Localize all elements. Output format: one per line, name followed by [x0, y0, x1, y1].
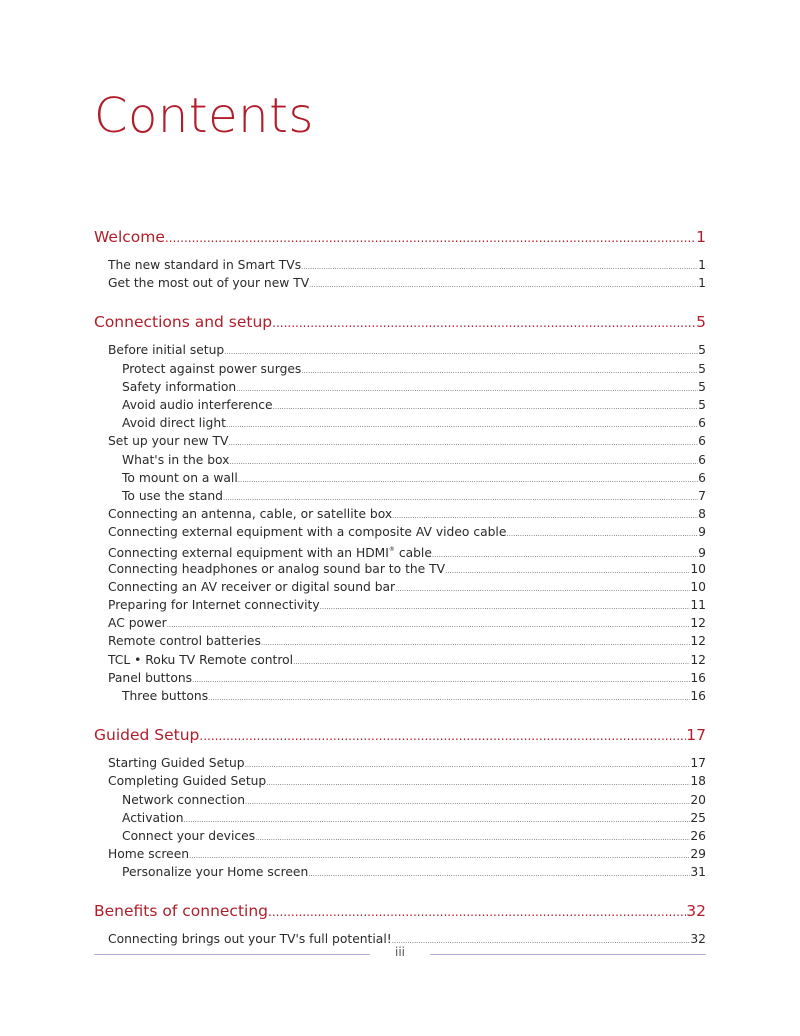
dot-leader	[268, 899, 686, 925]
toc-entry-label: AC power	[108, 616, 167, 631]
toc-entry-label: Personalize your Home screen	[122, 865, 309, 880]
toc-entry[interactable]	[94, 378, 706, 396]
toc-entry[interactable]	[94, 596, 706, 614]
toc-entry-label: What's in the box	[122, 452, 230, 467]
dot-leader	[238, 471, 698, 489]
dot-leader	[165, 225, 696, 251]
toc-entry-label: Avoid audio interference	[122, 397, 273, 412]
toc-entry[interactable]	[94, 845, 706, 863]
toc-section-page: 5	[696, 313, 706, 332]
dot-leader	[273, 398, 699, 416]
dot-leader	[245, 756, 691, 774]
toc-entry-page: 20	[690, 792, 706, 807]
toc-entry-label: Home screen	[108, 847, 190, 862]
toc-section-title: Welcome	[94, 228, 165, 246]
toc-section-heading[interactable]	[94, 309, 706, 335]
dot-leader	[445, 562, 690, 580]
toc-entry-page: 9	[698, 525, 706, 540]
page-footer	[94, 945, 706, 965]
toc-entry-page: 1	[698, 258, 706, 272]
toc-entry-label: Connecting an antenna, cable, or satellite box	[108, 507, 393, 522]
toc-entry[interactable]	[94, 754, 706, 772]
dot-leader	[184, 811, 691, 829]
toc-entry[interactable]	[94, 451, 706, 469]
toc-entry-label: Safety information	[122, 379, 237, 394]
toc-entry-page: 7	[698, 488, 706, 503]
toc-entry[interactable]	[94, 632, 706, 650]
toc-section-title: Benefits of connecting	[94, 902, 268, 921]
toc-entry-label: Remote control batteries	[108, 634, 261, 649]
toc-entry-label: Connecting external equipment with an HDMI® cable	[108, 546, 432, 561]
toc-entry-page: 29	[690, 847, 706, 862]
toc-entry[interactable]	[94, 274, 706, 292]
dot-leader	[308, 865, 690, 883]
dot-leader	[228, 434, 698, 452]
toc-entry-label: Connecting brings out your TV's full potential!	[108, 932, 392, 947]
toc-entry-label: To mount on a wall	[122, 470, 238, 485]
dot-leader	[255, 829, 690, 847]
toc-entry[interactable]	[94, 614, 706, 632]
toc-entry-page: 17	[690, 756, 706, 771]
toc-entry[interactable]	[94, 414, 706, 432]
toc-entry-label: Network connection	[122, 792, 246, 807]
toc-entry-page: 5	[698, 379, 706, 394]
toc-entry[interactable]	[94, 523, 706, 541]
table-of-contents	[94, 224, 706, 966]
toc-section-title: Guided Setup	[94, 726, 200, 745]
toc-entry-page: 6	[698, 470, 706, 485]
toc-entry[interactable]	[94, 827, 706, 845]
toc-entry-label: Before initial setup	[108, 343, 225, 358]
toc-entry-page: 11	[690, 598, 706, 612]
toc-entry[interactable]	[94, 772, 706, 790]
toc-entry-page: 10	[690, 579, 706, 594]
dot-leader	[192, 671, 690, 689]
toc-entry-page: 16	[690, 670, 706, 685]
toc-entry-page: 12	[690, 616, 706, 631]
toc-entry-label: Completing Guided Setup	[108, 774, 267, 789]
toc-entry[interactable]	[94, 651, 706, 669]
toc-entry-label: Activation	[122, 810, 184, 825]
toc-entry-page: 16	[690, 688, 706, 703]
toc-entry-page: 31	[690, 865, 706, 880]
toc-section	[94, 722, 706, 881]
toc-entry[interactable]	[94, 669, 706, 687]
dot-leader	[272, 310, 696, 336]
toc-section	[94, 309, 706, 705]
toc-section-title: Connections and setup	[94, 313, 273, 332]
dot-leader	[293, 653, 690, 671]
dot-leader	[301, 362, 698, 380]
dot-leader	[229, 453, 698, 471]
toc-entry-label: Panel buttons	[108, 670, 193, 685]
toc-entry-label: Preparing for Internet connectivity	[108, 598, 320, 612]
toc-entry-label: TCL • Roku TV Remote control	[108, 652, 294, 667]
toc-entry-page: 5	[698, 397, 706, 412]
toc-entry[interactable]	[94, 791, 706, 809]
toc-entry-page: 12	[690, 652, 706, 667]
toc-entry-page: 9	[698, 546, 706, 561]
footer-rule-right	[430, 954, 706, 955]
toc-entry-page: 26	[690, 828, 706, 843]
dot-leader	[266, 774, 690, 792]
dot-leader	[245, 793, 690, 811]
toc-entry[interactable]	[94, 360, 706, 378]
dot-leader	[226, 416, 698, 434]
toc-entry-label: Three buttons	[122, 688, 209, 703]
toc-entry-label: To use the stand	[122, 488, 223, 503]
toc-entry-label: Avoid direct light	[122, 416, 226, 431]
dot-leader	[506, 525, 698, 543]
toc-entry-page: 6	[698, 416, 706, 431]
toc-entry[interactable]	[94, 541, 706, 559]
toc-entry-label: Set up your new TV	[108, 434, 229, 449]
toc-entry-label: Get the most out of your new TV	[108, 276, 310, 291]
dot-leader	[199, 723, 686, 749]
toc-entry-label: Connect your devices	[122, 828, 256, 843]
dot-leader	[261, 634, 690, 652]
toc-entry-label: Connecting an AV receiver or digital sound bar	[108, 579, 396, 594]
toc-entry[interactable]	[94, 487, 706, 505]
toc-entry-page: 32	[690, 932, 706, 947]
toc-entry[interactable]	[94, 256, 706, 274]
dot-leader	[320, 598, 691, 616]
toc-entry[interactable]	[94, 687, 706, 705]
page-title: Contents	[94, 88, 314, 144]
toc-entry[interactable]	[94, 560, 706, 578]
toc-section-heading[interactable]	[94, 722, 706, 748]
toc-entry-page: 25	[690, 810, 706, 825]
toc-entry-page: 5	[698, 361, 706, 376]
toc-section	[94, 898, 706, 948]
toc-entry-page: 18	[690, 774, 706, 789]
dot-leader	[208, 689, 690, 707]
toc-entry[interactable]	[94, 505, 706, 523]
toc-entry[interactable]	[94, 578, 706, 596]
dot-leader	[301, 258, 698, 276]
toc-entry-page: 5	[698, 343, 706, 358]
toc-section-heading[interactable]	[94, 898, 706, 924]
toc-entry-label: Protect against power surges	[122, 361, 302, 376]
toc-entry[interactable]	[94, 863, 706, 881]
toc-entry-label: The new standard in Smart TVs	[108, 258, 302, 272]
toc-entry-page: 6	[698, 452, 706, 467]
toc-entry[interactable]	[94, 809, 706, 827]
toc-entry-label: Connecting external equipment with a composite AV video cable	[108, 525, 507, 540]
toc-section-page: 1	[696, 228, 706, 246]
registered-mark: ®	[388, 546, 395, 554]
toc-entry-label: Connecting headphones or analog sound bar to the TV	[108, 561, 446, 576]
dot-leader	[395, 580, 690, 598]
toc-section-heading[interactable]	[94, 224, 706, 250]
toc-section-page: 17	[686, 726, 706, 745]
toc-section	[94, 224, 706, 292]
toc-entry-label: Starting Guided Setup	[108, 756, 245, 771]
toc-entry-page: 10	[690, 561, 706, 576]
toc-entry[interactable]	[94, 432, 706, 450]
dot-leader	[236, 380, 698, 398]
toc-entry[interactable]	[94, 396, 706, 414]
toc-section-page: 32	[686, 902, 706, 921]
toc-entry[interactable]	[94, 341, 706, 359]
toc-entry-page: 1	[698, 276, 706, 291]
page-number: iii	[394, 945, 405, 959]
toc-entry-page: 8	[698, 507, 706, 522]
dot-leader	[309, 276, 698, 294]
toc-entry-page: 12	[690, 634, 706, 649]
toc-entry[interactable]	[94, 469, 706, 487]
toc-entry-page: 6	[698, 434, 706, 449]
